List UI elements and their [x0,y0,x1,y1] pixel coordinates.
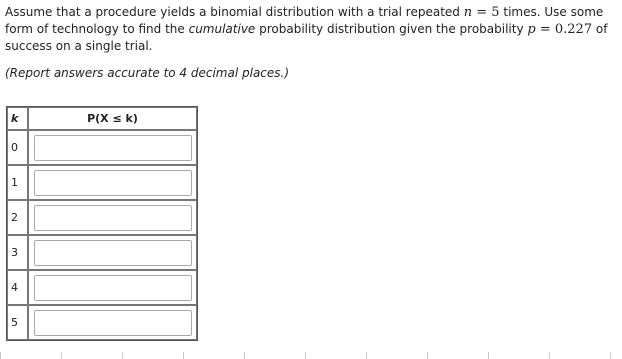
table-row [7,305,197,340]
k-value-cell: 2 [7,200,28,235]
column-header-probability: P(X ≤ k) [28,107,197,130]
column-header-k: k [7,107,28,130]
question-part4: of success on a single trial. [5,22,608,53]
n-variable: n [463,5,473,20]
cumulative-word: cumulative [188,22,256,36]
k-value-cell: 3 [7,235,28,270]
equals-sign: = [535,22,555,37]
answer-cell [28,235,197,270]
k-value-cell: 4 [7,270,28,305]
p-value: 0.227 [554,22,593,37]
table-row [7,165,197,200]
answer-cell [28,305,197,340]
table-row [7,270,197,305]
bottom-divider-ticks [0,348,622,359]
k-value-cell: 5 [7,305,28,340]
answer-input-k3[interactable] [34,240,192,266]
answer-input-k5[interactable] [34,310,192,336]
table-row [7,130,197,165]
instruction-note: (Report answers accurate to 4 decimal places.) [5,66,290,80]
answer-input-k0[interactable] [34,135,192,161]
answer-input-k4[interactable] [34,275,192,301]
p-variable: p [527,22,536,37]
question-text [5,4,615,54]
cumulative-probability-table [6,106,198,341]
answer-input-k1[interactable] [34,170,192,196]
answer-cell [28,130,197,165]
k-value-cell: 0 [7,130,28,165]
n-value: 5 [491,5,500,20]
answer-input-k2[interactable] [34,205,192,231]
table-row [7,235,197,270]
equals-sign: = [472,5,492,20]
table-row [7,200,197,235]
answer-cell [28,270,197,305]
question-part2: times. Use some form of technology to find the [5,5,604,36]
answer-cell [28,200,197,235]
k-value-cell: 1 [7,165,28,200]
question-part1: Assume that a procedure yields a binomial distribution with a trial repeated [5,5,464,19]
table-header-row [7,107,197,130]
question-part3: probability distribution given the probability [255,22,528,36]
answer-cell [28,165,197,200]
